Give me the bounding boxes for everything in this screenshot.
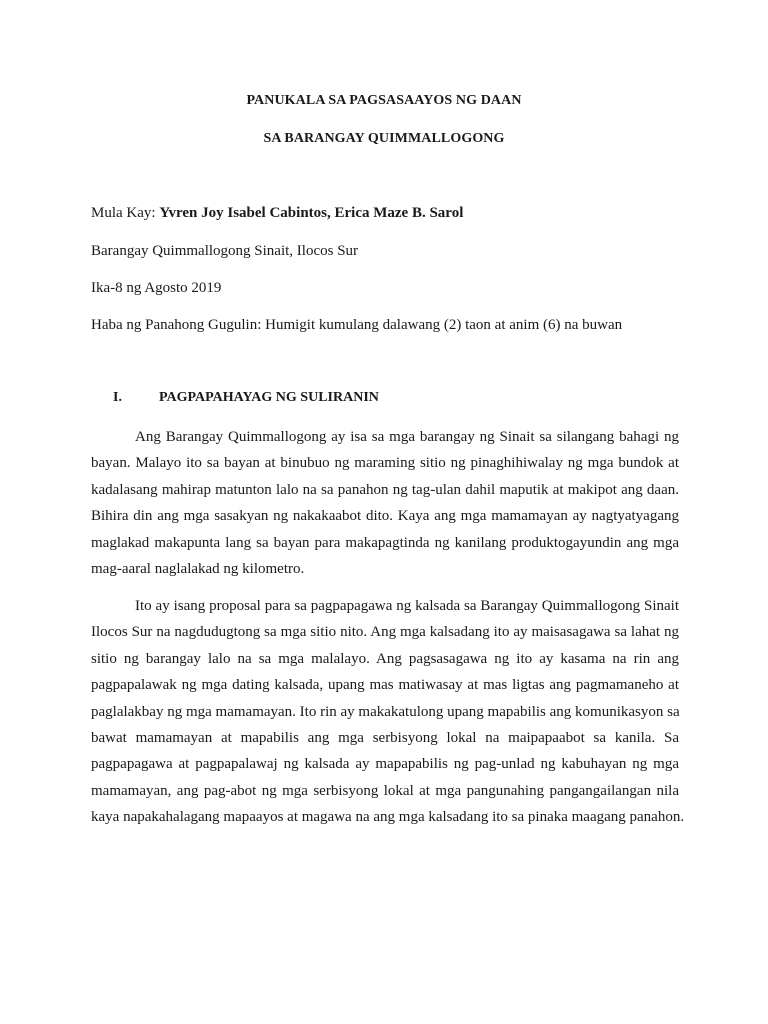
paragraph-line: bayan. Malayo ito sa bayan at binubuo ng maraming sitio ng pinaghihiwalay ng mga bundok at — [91, 455, 679, 472]
paragraph-line: Ilocos Sur na nagdudugtong sa mga sitio nito. Ang mga kalsadang ito ay maisasagawa sa lahat ng — [91, 624, 679, 641]
document-title-line-1: PANUKALA SA PAGSASAAYOS NG DAAN — [246, 93, 522, 108]
paragraph-line: kadalasang mahirap matunton lalo na sa panahon ng tag-ulan dahil maputik at makipot ang daan. — [91, 481, 679, 498]
paragraph-line: kaya napakahalagang mapaayos at magawa na ang mga kalsadang ito sa pinaka maagang panahon. — [91, 809, 685, 826]
from-line — [91, 205, 463, 222]
paragraph-line: paglalakbay ng mga mamamayan. Ito rin ay makakatulong upang mapabilis ang komunikasyon sa — [91, 703, 680, 720]
location-line: Barangay Quimmallogong Sinait, Ilocos Sur — [91, 243, 359, 259]
date-line: Ika-8 ng Agosto 2019 — [91, 280, 222, 296]
paragraph-line: bawat mamamayan at mapabilis ang mga serbisyong lokal na maipapaabot sa kanila. Sa — [91, 729, 679, 746]
paragraph-line: sitio ng barangay lalo na sa mga malalayo. Ang pagsasagawa ng ito ay kasama na rin ang — [91, 650, 679, 667]
document-title-line-2: SA BARANGAY QUIMMALLOGONG — [263, 131, 505, 146]
paragraph-line: Ang Barangay Quimmallogong ay isa sa mga barangay ng Sinait sa silangang bahagi ng — [135, 429, 679, 445]
paragraph-line: Ito ay isang proposal para sa pagpapagawa ng kalsada sa Barangay Quimmallogong Sinait — [135, 598, 679, 614]
paragraph-1 — [91, 424, 679, 582]
section-number: I. — [113, 390, 122, 405]
paragraph-line: mag-aaral naglalakad ng kilometro. — [91, 560, 305, 577]
paragraph-line: pagpapagawa at pagpapalawaj ng kalsada ay mapapabilis ng pag-unlad ng kabuhayan ng mga — [91, 756, 679, 773]
paragraph-2 — [91, 593, 685, 831]
from-names: Yvren Joy Isabel Cabintos, Erica Maze B. Sarol — [159, 205, 464, 221]
paragraph-line: maglakad makapunta lang sa bayan para makapagtinda ng kanilang produktogayundin ang mga — [91, 534, 679, 551]
paragraph-line: pagpapalawak ng mga dating kalsada, upang mas matiwasay at mas ligtas ang pagmamaneho at — [91, 677, 679, 694]
paragraph-line: Bihira din ang mga sasakyan ng nakakaabot dito. Kaya ang mga mamamayan ay nagtyatyagang — [91, 508, 679, 525]
paragraph-line: mamamayan, ang pag-abot ng mga serbisyong lokal at mga pangunahing pangangailangan nila — [91, 782, 679, 799]
duration-line: Haba ng Panahong Gugulin: Humigit kumulang dalawang (2) taon at anim (6) na buwan — [91, 317, 623, 333]
section-heading: PAGPAPAHAYAG NG SULIRANIN — [159, 390, 379, 405]
from-label: Mula Kay: — [91, 205, 160, 221]
